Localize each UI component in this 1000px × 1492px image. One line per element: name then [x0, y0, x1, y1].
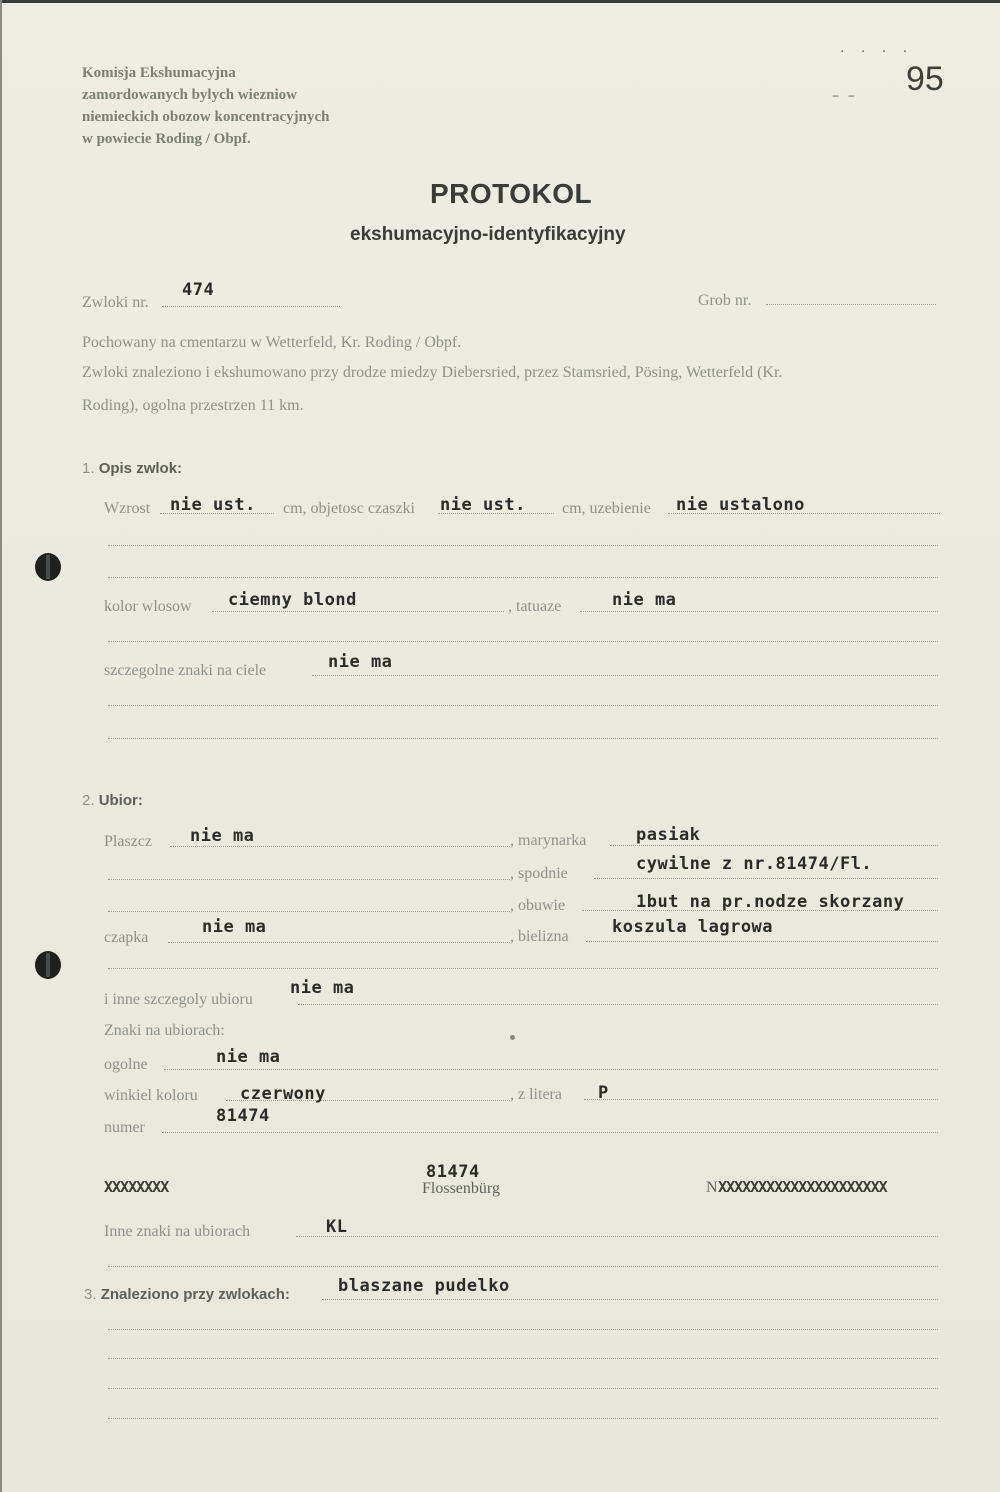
other-marks-line: [296, 1236, 938, 1237]
skull-value: nie ust.: [440, 495, 526, 515]
other-marks-value: KL: [326, 1217, 348, 1237]
pencil-mark: – –: [832, 88, 855, 104]
blank-line: [108, 577, 938, 578]
section-1-heading: [82, 460, 182, 477]
punch-hole: [35, 553, 61, 581]
underwear-line: [586, 941, 938, 942]
struck-text-right: XXXXXXXXXXXXXXXXXXXXX: [718, 1178, 887, 1196]
burial-text: Pochowany na cmentarzu w Wetterfeld, Kr. Roding / Obpf.: [82, 334, 462, 351]
section-3-heading: [84, 1286, 290, 1303]
general-marks-label: ogolne: [104, 1056, 148, 1073]
cap-label: czapka: [104, 929, 149, 946]
letter-value: P: [598, 1083, 609, 1103]
number-value: 81474: [216, 1106, 270, 1126]
body-marks-value: nie ma: [328, 652, 393, 672]
trousers-line: [594, 878, 938, 879]
corpse-no-line: [162, 306, 340, 307]
blank-line: [108, 911, 510, 912]
section-2-title: Ubior:: [98, 792, 143, 809]
letter-label: , z litera: [510, 1086, 562, 1103]
hair-value: ciemny blond: [228, 590, 357, 610]
org-line: w powiecie Roding / Obpf.: [82, 131, 251, 147]
struck-prefix: N: [706, 1179, 718, 1196]
underwear-value: koszula lagrowa: [612, 917, 774, 937]
org-line: zamordowanych bylych wiezniow: [82, 87, 297, 103]
org-block: [82, 62, 329, 150]
section-3-line: [322, 1299, 938, 1300]
cap-line: [168, 942, 510, 943]
teeth-value: nie ustalono: [676, 495, 805, 515]
coat-value: nie ma: [190, 826, 255, 846]
height-label: Wzrost: [104, 500, 151, 517]
shoes-label: , obuwie: [510, 897, 566, 914]
skull-label: cm, objetosc czaszki: [283, 500, 415, 517]
trousers-value: cywilne z nr.81474/Fl.: [636, 854, 873, 874]
page-subtitle: ekshumacyjno-identyfikacyjny: [350, 224, 626, 245]
section-3-number: 3.: [84, 1286, 97, 1303]
shoes-value: 1but na pr.nodze skorzany: [636, 892, 905, 912]
number-line: [162, 1132, 938, 1133]
body-marks-line: [312, 675, 938, 676]
hair-label: kolor wlosow: [104, 598, 192, 615]
teeth-label: cm, uzebienie: [562, 500, 651, 517]
triangle-value: czerwony: [240, 1084, 326, 1104]
tattoo-label: , tatuaze: [508, 598, 562, 615]
general-marks-line: [164, 1069, 938, 1070]
camp-name: Flossenbürg: [422, 1180, 500, 1197]
left-edge: [0, 0, 2, 1492]
other-clothing-line: [298, 1004, 938, 1005]
struck-text-left: XXXXXXXX: [104, 1178, 169, 1196]
coat-label: Plaszcz: [104, 833, 152, 850]
blank-line: [108, 705, 938, 706]
blank-line: [108, 738, 938, 739]
hair-line: [212, 611, 504, 612]
blank-line: [108, 641, 938, 642]
pencil-dots: . . . .: [840, 40, 914, 56]
top-edge: [0, 0, 1000, 3]
tattoo-line: [580, 611, 938, 612]
section-2-number: 2.: [82, 792, 95, 809]
coat-line: [170, 846, 510, 847]
section-3-value: blaszane pudelko: [338, 1276, 510, 1296]
other-marks-label: Inne znaki na ubiorach: [104, 1223, 251, 1240]
blank-line: [108, 1358, 938, 1359]
section-3-title: Znaleziono przy zwlokach:: [100, 1286, 290, 1303]
blank-line: [108, 1266, 938, 1267]
corpse-no-value: 474: [182, 280, 215, 300]
blank-line: [108, 545, 938, 546]
blank-line: [108, 1418, 938, 1419]
triangle-label: winkiel koloru: [104, 1087, 198, 1104]
ink-spot: [510, 1035, 515, 1040]
found-text-line-2: Roding), ogolna przestrzen 11 km.: [82, 397, 304, 414]
org-line: Komisja Ekshumacyjna: [82, 65, 236, 81]
blank-line: [108, 1329, 938, 1330]
section-2-heading: [82, 792, 143, 809]
jacket-line: [610, 845, 938, 846]
page-title: PROTOKOL: [430, 178, 593, 209]
clothing-marks-label: Znaki na ubiorach:: [104, 1022, 225, 1039]
blank-line: [108, 879, 510, 880]
corpse-no-label: Zwloki nr.: [82, 294, 149, 311]
org-line: niemieckich obozow koncentracyjnych: [82, 109, 330, 125]
tattoo-value: nie ma: [612, 590, 677, 610]
section-1-number: 1.: [82, 460, 95, 477]
found-text-line-1: Zwloki znaleziono i ekshumowano przy drodze miedzy Diebersried, przez Stamsried, Pösing, Wetterfeld (Kr.: [82, 364, 783, 381]
blank-line: [108, 1388, 938, 1389]
body-marks-label: szczegolne znaki na ciele: [104, 662, 267, 679]
height-value: nie ust.: [170, 495, 256, 515]
grave-no-label: Grob nr.: [698, 292, 752, 309]
section-1-title: Opis zwlok:: [98, 460, 183, 477]
other-clothing-value: nie ma: [290, 978, 355, 998]
camp-number: 81474: [426, 1162, 480, 1182]
general-marks-value: nie ma: [216, 1047, 281, 1067]
page-number: 95: [906, 60, 944, 98]
cap-value: nie ma: [202, 917, 267, 937]
punch-hole: [35, 951, 61, 979]
blank-line: [108, 968, 938, 969]
jacket-label: , marynarka: [510, 832, 587, 849]
trousers-label: , spodnie: [510, 865, 568, 882]
grave-no-line: [766, 304, 936, 305]
number-label: numer: [104, 1119, 145, 1136]
letter-line: [584, 1099, 938, 1100]
jacket-value: pasiak: [636, 825, 701, 845]
underwear-label: , bielizna: [510, 928, 569, 945]
other-clothing-label: i inne szczegoly ubioru: [104, 991, 253, 1008]
